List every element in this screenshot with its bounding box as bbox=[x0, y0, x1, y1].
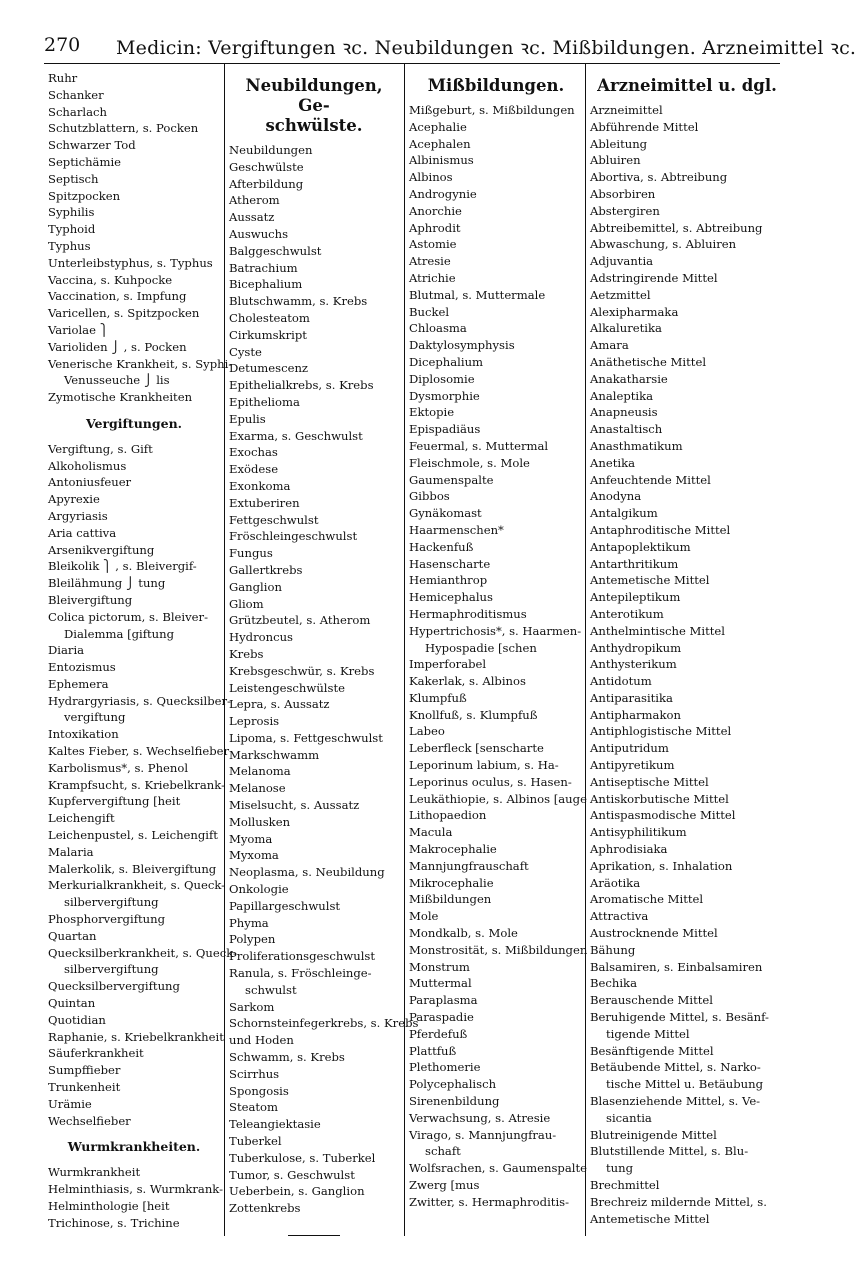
index-entry: Gliom bbox=[229, 596, 264, 611]
index-entry: Leistengeschwülste bbox=[229, 680, 345, 695]
index-entry: silbervergiftung bbox=[64, 895, 159, 910]
index-entry: Amara bbox=[590, 338, 629, 353]
index-entry: tung bbox=[606, 1161, 634, 1176]
index-entry: Zottenkrebs bbox=[229, 1201, 301, 1216]
index-entry: Daktylosymphysis bbox=[409, 338, 515, 353]
index-entry: Antiskorbutische Mittel bbox=[590, 791, 729, 806]
index-entry: Cirkumskript bbox=[229, 327, 307, 342]
index-entry: Klumpfuß bbox=[409, 690, 467, 705]
index-entry: Vergiftung, s. Gift bbox=[48, 441, 153, 456]
index-entry: Scirrhus bbox=[229, 1066, 280, 1081]
index-entry: Septisch bbox=[48, 171, 99, 186]
index-entry: Paraplasma bbox=[409, 993, 478, 1008]
index-entry: Venusseuche ⎭ lis bbox=[64, 373, 170, 388]
index-entry: Epispadiäus bbox=[409, 422, 481, 437]
index-entry: Ranula, s. Fröschleinge- bbox=[229, 966, 372, 981]
index-entry: Antemetische Mittel bbox=[590, 573, 710, 588]
index-entry: Blutmal, s. Muttermale bbox=[409, 287, 546, 302]
index-entry: Virago, s. Mannjungfrau- bbox=[409, 1127, 557, 1142]
index-entry: Buckel bbox=[409, 304, 450, 319]
running-head: Medicin: Vergiftungen ꝛc. Neubildungen ꝛc. Mißbildungen. Arzneimittel ꝛc. bbox=[116, 37, 856, 59]
index-entry: Epithelialkrebs, s. Krebs bbox=[229, 378, 374, 393]
end-rule bbox=[288, 1235, 340, 1236]
index-entry: Austrocknende Mittel bbox=[590, 926, 718, 941]
index-entry: Hackenfuß bbox=[409, 539, 474, 554]
index-entry: Aprikation, s. Inhalation bbox=[590, 858, 733, 873]
index-entry: Aussatz bbox=[229, 210, 275, 225]
index-entry: Exonkoma bbox=[229, 478, 291, 493]
index-entry: Makrocephalie bbox=[409, 842, 497, 857]
index-entry: Macula bbox=[409, 825, 453, 840]
index-entry: Aromatische Mittel bbox=[590, 892, 704, 907]
index-entry: Schwarzer Tod bbox=[48, 138, 136, 153]
index-entry: Absorbiren bbox=[590, 186, 656, 201]
column-divider bbox=[404, 64, 405, 1236]
index-entry: schaft bbox=[425, 1144, 461, 1159]
index-entry: Antemetische Mittel bbox=[590, 1211, 710, 1226]
index-entry: Spongosis bbox=[229, 1083, 289, 1098]
index-entry: Helminthologie [heit bbox=[48, 1198, 170, 1213]
index-entry: Anthysterikum bbox=[590, 657, 677, 672]
column-divider bbox=[224, 64, 225, 1236]
index-entry: Krampfsucht, s. Kriebelkrank- bbox=[48, 777, 225, 792]
index-entry: Extuberiren bbox=[229, 495, 300, 510]
index-entry: Aphrodisiaka bbox=[590, 842, 668, 857]
index-entry: Wurmkrankheit bbox=[48, 1165, 141, 1180]
entry-list bbox=[48, 441, 237, 1130]
entry-list bbox=[409, 102, 588, 1211]
index-entry: Typhoid bbox=[48, 222, 96, 237]
index-entry: Epithelioma bbox=[229, 394, 300, 409]
index-entry: Anodyna bbox=[590, 489, 642, 504]
index-entry: Acephalie bbox=[409, 119, 467, 134]
index-entry: Hemicephalus bbox=[409, 590, 493, 605]
section-heading-worm-diseases: Wurmkrankheiten. bbox=[67, 1139, 201, 1155]
index-entry: Abtreibemittel, s. Abtreibung bbox=[590, 220, 763, 235]
index-entry: Antiseptische Mittel bbox=[590, 774, 709, 789]
index-entry: Antiphlogistische Mittel bbox=[590, 724, 732, 739]
index-entry: Muttermal bbox=[409, 976, 472, 991]
index-entry: Bleikolik ⎫ , s. Bleivergif- bbox=[48, 559, 197, 574]
entry-list bbox=[48, 70, 233, 406]
index-entry: Kupfervergiftung [heit bbox=[48, 794, 181, 809]
index-entry: Abführende Mittel bbox=[590, 119, 699, 134]
index-entry: Bleivergiftung bbox=[48, 592, 133, 607]
index-entry: Anetika bbox=[590, 455, 636, 470]
index-entry: Trichinose, s. Trichine bbox=[48, 1215, 180, 1230]
index-entry: Fleischmole, s. Mole bbox=[409, 455, 530, 470]
index-entry: Berauschende Mittel bbox=[590, 993, 713, 1008]
index-entry: Albinos bbox=[409, 170, 453, 185]
index-entry: Quecksilbervergiftung bbox=[48, 979, 180, 994]
index-entry: Blutreinigende Mittel bbox=[590, 1127, 717, 1142]
index-entry: Atresie bbox=[409, 254, 451, 269]
index-entry: Exödese bbox=[229, 462, 279, 477]
index-entry: Melanose bbox=[229, 781, 286, 796]
index-entry: Anapneusis bbox=[590, 405, 658, 420]
column-malformations bbox=[409, 70, 588, 1211]
index-entry: Abstergiren bbox=[590, 203, 660, 218]
index-entry: Aetzmittel bbox=[590, 287, 651, 302]
index-entry: Imperforabel bbox=[409, 657, 487, 672]
index-entry: Antoniusfeuer bbox=[48, 475, 132, 490]
entry-list bbox=[590, 102, 784, 1227]
index-entry: Schutzblattern, s. Pocken bbox=[48, 121, 199, 136]
index-entry: Aria cattiva bbox=[48, 525, 117, 540]
index-entry: Dicephalium bbox=[409, 354, 484, 369]
index-entry: Kaltes Fieber, s. Wechselfieber bbox=[48, 744, 230, 759]
index-entry: Kakerlak, s. Albinos bbox=[409, 674, 526, 689]
index-entry: Zwerg [mus bbox=[409, 1178, 480, 1192]
index-entry: Ruhr bbox=[48, 71, 78, 85]
index-entry: Antiputridum bbox=[590, 741, 669, 756]
index-entry: Anthelmintische Mittel bbox=[590, 623, 725, 638]
index-entry: Antarthritikum bbox=[590, 556, 679, 571]
index-entry: Ableitung bbox=[590, 136, 648, 151]
index-entry: Androgynie bbox=[409, 186, 477, 201]
index-entry: Pferdefuß bbox=[409, 1026, 468, 1041]
index-entry: Balsamiren, s. Einbalsamiren bbox=[590, 959, 763, 974]
index-entry: Diplosomie bbox=[409, 371, 475, 386]
column-medicines bbox=[590, 70, 784, 1227]
index-entry: Monstrosität, s. Mißbildungen bbox=[409, 942, 588, 957]
index-entry: Variolae ⎫ bbox=[48, 322, 109, 337]
index-entry: Fröschleingeschwulst bbox=[229, 529, 358, 544]
index-entry: Abwaschung, s. Abluiren bbox=[590, 237, 737, 252]
index-entry: Phosphorvergiftung bbox=[48, 912, 165, 927]
index-entry: Anastaltisch bbox=[590, 422, 663, 437]
index-entry: Neubildungen bbox=[229, 143, 313, 157]
index-entry: Steatom bbox=[229, 1100, 279, 1115]
index-entry: Aphrodit bbox=[409, 220, 461, 235]
index-entry: Phyma bbox=[229, 915, 269, 930]
index-entry: silbervergiftung bbox=[64, 962, 159, 977]
index-entry: Dysmorphie bbox=[409, 388, 480, 403]
entry-list bbox=[229, 142, 419, 1217]
page-number: 270 bbox=[44, 34, 81, 56]
index-entry: Venerische Krankheit, s. Syphi- bbox=[48, 356, 233, 371]
index-entry: Anasthmatikum bbox=[590, 438, 683, 453]
index-entry: Anäthetische Mittel bbox=[590, 354, 707, 369]
index-entry: Brechreiz mildernde Mittel, s. bbox=[590, 1194, 767, 1209]
index-entry: Exarma, s. Geschwulst bbox=[229, 428, 363, 443]
index-entry: Anterotikum bbox=[590, 606, 664, 621]
index-entry: Leichenpustel, s. Leichengift bbox=[48, 828, 218, 843]
index-entry: Exochas bbox=[229, 445, 278, 460]
index-entry: Arsenikvergiftung bbox=[48, 542, 155, 557]
index-entry: Urämie bbox=[48, 1096, 92, 1111]
index-entry: Vaccina, s. Kuhpocke bbox=[48, 272, 173, 287]
index-entry: sicantia bbox=[606, 1110, 652, 1125]
index-entry: Schornsteinfegerkrebs, s. Krebs bbox=[229, 1016, 419, 1031]
index-entry: Sumpffieber bbox=[48, 1063, 121, 1078]
index-entry: Atrichie bbox=[409, 270, 456, 285]
index-entry: Merkurialkrankheit, s. Queck- bbox=[48, 878, 226, 893]
index-entry: Plethomerie bbox=[409, 1060, 481, 1075]
index-entry: Quintan bbox=[48, 996, 96, 1011]
index-entry: Myoma bbox=[229, 831, 273, 846]
index-entry: Leichengift bbox=[48, 811, 115, 826]
index-entry: Bechika bbox=[590, 976, 637, 991]
index-entry: Hypertrichosis*, s. Haarmen- bbox=[409, 623, 582, 638]
index-entry: Fettgeschwulst bbox=[229, 512, 319, 527]
index-entry: Polycephalisch bbox=[409, 1077, 497, 1092]
index-entry: tigende Mittel bbox=[606, 1026, 690, 1041]
index-entry: Antalgikum bbox=[590, 506, 658, 521]
index-entry: Antispasmodische Mittel bbox=[590, 808, 736, 823]
column-heading bbox=[229, 76, 399, 136]
index-entry: vergiftung bbox=[64, 710, 126, 725]
index-entry: Arzneimittel bbox=[590, 103, 663, 117]
index-entry: Schwamm, s. Krebs bbox=[229, 1050, 345, 1065]
index-entry: Plattfuß bbox=[409, 1043, 457, 1058]
column-heading: Mißbildungen. bbox=[427, 76, 565, 95]
index-entry: Teleangiektasie bbox=[229, 1117, 321, 1132]
index-entry: Mondkalb, s. Mole bbox=[409, 926, 518, 941]
index-entry: schwulst bbox=[245, 982, 297, 997]
index-entry: Sirenenbildung bbox=[409, 1094, 500, 1109]
index-entry: Leukäthiopie, s. Albinos [auge bbox=[409, 791, 587, 806]
index-entry: Argyriasis bbox=[48, 508, 108, 523]
entry-list bbox=[48, 1164, 224, 1231]
index-entry: Batrachium bbox=[229, 260, 298, 275]
column-diseases bbox=[48, 70, 237, 1231]
index-entry: Ephemera bbox=[48, 676, 109, 691]
index-entry: Abortiva, s. Abtreibung bbox=[590, 170, 728, 185]
index-entry: Tuberkel bbox=[229, 1134, 282, 1149]
index-entry: Paraspadie bbox=[409, 1010, 474, 1025]
index-entry: Lepra, s. Aussatz bbox=[229, 697, 330, 712]
index-entry: Neoplasma, s. Neubildung bbox=[229, 865, 385, 880]
index-entry: Leporinum labium, s. Ha- bbox=[409, 758, 559, 773]
index-entry: Antipharmakon bbox=[590, 707, 681, 722]
index-entry: Myxoma bbox=[229, 848, 279, 863]
index-entry: Bicephalium bbox=[229, 277, 303, 292]
index-entry: Fungus bbox=[229, 546, 273, 561]
index-entry: Alexipharmaka bbox=[590, 304, 679, 319]
index-entry: Blutschwamm, s. Krebs bbox=[229, 294, 368, 309]
index-entry: Afterbildung bbox=[229, 176, 304, 191]
column-neoplasms bbox=[229, 70, 419, 1236]
index-entry: Unterleibstyphus, s. Typhus bbox=[48, 255, 213, 270]
index-entry: Papillargeschwulst bbox=[229, 898, 341, 913]
index-entry: Blutstillende Mittel, s. Blu- bbox=[590, 1144, 749, 1159]
column-divider bbox=[585, 64, 586, 1236]
index-entry: Polypen bbox=[229, 932, 276, 947]
heading-line: schwülste. bbox=[265, 116, 363, 135]
index-entry: Zwitter, s. Hermaphroditis- bbox=[409, 1194, 570, 1209]
index-entry: Monstrum bbox=[409, 959, 470, 974]
index-entry: Quotidian bbox=[48, 1012, 106, 1027]
index-entry: Labeo bbox=[409, 724, 445, 739]
index-entry: Cholesteatom bbox=[229, 310, 310, 325]
index-entry: Anorchie bbox=[409, 203, 462, 218]
index-entry: Anthydropikum bbox=[590, 640, 682, 655]
index-entry: Colica pictorum, s. Bleiver- bbox=[48, 609, 208, 624]
index-entry: Onkologie bbox=[229, 882, 289, 897]
index-entry: Krebs bbox=[229, 646, 264, 661]
index-entry: Verwachsung, s. Atresie bbox=[409, 1110, 551, 1125]
index-entry: Besänftigende Mittel bbox=[590, 1043, 714, 1058]
index-entry: Apyrexie bbox=[48, 492, 100, 507]
index-entry: Hemianthrop bbox=[409, 573, 488, 588]
index-entry: Leberfleck [senscharte bbox=[409, 741, 544, 756]
index-entry: Markschwamm bbox=[229, 747, 320, 762]
index-entry: Anfeuchtende Mittel bbox=[590, 472, 711, 487]
index-entry: Feuermal, s. Muttermal bbox=[409, 438, 549, 453]
index-entry: Antaphroditische Mittel bbox=[590, 522, 731, 537]
index-entry: Bähung bbox=[590, 942, 636, 957]
index-entry: Alkaluretika bbox=[590, 321, 662, 336]
index-entry: Blasenziehende Mittel, s. Ve- bbox=[590, 1094, 761, 1109]
index-entry: Mißbildungen bbox=[409, 892, 492, 907]
index-entry: Antidotum bbox=[590, 674, 652, 689]
index-entry: Antisyphilitikum bbox=[590, 825, 687, 840]
index-entry: Lipoma, s. Fettgeschwulst bbox=[229, 730, 383, 745]
index-entry: Geschwülste bbox=[229, 159, 304, 174]
index-entry: Trunkenheit bbox=[48, 1080, 121, 1095]
index-entry: Detumescenz bbox=[229, 361, 309, 376]
index-entry: Intoxikation bbox=[48, 727, 119, 742]
index-entry: Balggeschwulst bbox=[229, 243, 322, 258]
index-entry: Wolfsrachen, s. Gaumenspalte bbox=[409, 1161, 587, 1176]
index-entry: Bleilähmung ⎭ tung bbox=[48, 576, 166, 591]
index-entry: Malaria bbox=[48, 844, 94, 859]
index-entry: Leporinus oculus, s. Hasen- bbox=[409, 774, 572, 789]
index-entry: Krebsgeschwür, s. Krebs bbox=[229, 663, 375, 678]
index-entry: Typhus bbox=[48, 238, 91, 253]
index-entry: Entozismus bbox=[48, 660, 116, 675]
index-entry: Säuferkrankheit bbox=[48, 1046, 144, 1061]
index-entry: Dialemma [giftung bbox=[64, 626, 175, 641]
index-entry: Varioliden ⎭ , s. Pocken bbox=[48, 339, 187, 354]
index-entry: Acephalen bbox=[409, 136, 471, 151]
index-entry: Miselsucht, s. Aussatz bbox=[229, 798, 360, 813]
index-entry: Gaumenspalte bbox=[409, 472, 494, 487]
index-entry: Chloasma bbox=[409, 321, 467, 336]
index-entry: Mole bbox=[409, 909, 439, 924]
index-entry: Auswuchs bbox=[229, 226, 289, 241]
index-entry: Gallertkrebs bbox=[229, 562, 303, 577]
index-entry: Syphilis bbox=[48, 205, 95, 220]
index-entry: Mikrocephalie bbox=[409, 875, 494, 890]
column-heading: Arzneimittel u. dgl. bbox=[597, 76, 777, 95]
index-entry: Beruhigende Mittel, s. Besänf- bbox=[590, 1010, 769, 1025]
index-entry: Aräotika bbox=[590, 875, 641, 890]
index-entry: tische Mittel u. Betäubung bbox=[606, 1077, 764, 1092]
index-entry: Adjuvantia bbox=[590, 254, 654, 269]
index-entry: Quecksilberkrankheit, s. Queck- bbox=[48, 945, 237, 960]
index-entry: Septichämie bbox=[48, 154, 122, 169]
index-entry: Gynäkomast bbox=[409, 506, 482, 521]
index-entry: Abluiren bbox=[590, 153, 641, 168]
index-entry: Grützbeutel, s. Atherom bbox=[229, 613, 371, 628]
index-entry: Lithopaedion bbox=[409, 808, 487, 823]
index-entry: Mollusken bbox=[229, 814, 291, 829]
index-entry: Ganglion bbox=[229, 579, 282, 594]
index-entry: und Hoden bbox=[229, 1033, 294, 1048]
index-entry: Hydrargyriasis, s. Quecksilber- bbox=[48, 693, 231, 708]
index-entry: Diaria bbox=[48, 643, 85, 658]
index-entry: Malerkolik, s. Bleivergiftung bbox=[48, 861, 217, 876]
index-entry: Varicellen, s. Spitzpocken bbox=[48, 306, 200, 321]
index-entry: Schanker bbox=[48, 87, 104, 102]
index-entry: Tuberkulose, s. Tuberkel bbox=[229, 1150, 376, 1165]
index-entry: Zymotische Krankheiten bbox=[48, 390, 193, 405]
index-entry: Antepileptikum bbox=[590, 590, 681, 605]
index-entry: Spitzpocken bbox=[48, 188, 121, 203]
index-entry: Brechmittel bbox=[590, 1178, 660, 1192]
index-entry: Antiparasitika bbox=[590, 690, 673, 705]
index-entry: Hasenscharte bbox=[409, 556, 491, 571]
index-entry: Betäubende Mittel, s. Narko- bbox=[590, 1060, 761, 1075]
page-header bbox=[40, 34, 856, 64]
index-entry: Astomie bbox=[409, 237, 457, 252]
index-entry: Antapoplektikum bbox=[590, 539, 691, 554]
index-entry: Ektopie bbox=[409, 405, 455, 420]
heading-line: Neubildungen, Ge- bbox=[245, 76, 383, 115]
index-entry: Gibbos bbox=[409, 489, 450, 504]
index-entry: Scharlach bbox=[48, 104, 107, 119]
index-entry: Hermaphroditismus bbox=[409, 606, 527, 621]
index-entry: Epulis bbox=[229, 411, 266, 426]
index-entry: Knollfuß, s. Klumpfuß bbox=[409, 707, 538, 722]
index-entry: Vaccination, s. Impfung bbox=[48, 289, 187, 304]
index-entry: Proliferationsgeschwulst bbox=[229, 949, 376, 964]
index-entry: Hypospadie [schen bbox=[425, 640, 537, 655]
index-entry: Sarkom bbox=[229, 999, 275, 1014]
index-entry: Antipyretikum bbox=[590, 758, 675, 773]
index-entry: Alkoholismus bbox=[48, 458, 127, 473]
index-entry: Ueberbein, s. Ganglion bbox=[229, 1184, 365, 1199]
index-entry: Mannjungfrauschaft bbox=[409, 858, 529, 873]
index-entry: Attractiva bbox=[590, 909, 649, 924]
index-entry: Wechselfieber bbox=[48, 1113, 131, 1128]
index-entry: Adstringirende Mittel bbox=[590, 270, 718, 285]
index-entry: Haarmenschen* bbox=[409, 522, 504, 537]
index-entry: Hydroncus bbox=[229, 630, 293, 645]
index-entry: Anakatharsie bbox=[590, 371, 668, 386]
index-entry: Quartan bbox=[48, 928, 97, 943]
index-entry: Mißgeburt, s. Mißbildungen bbox=[409, 103, 575, 117]
index-entry: Karbolismus*, s. Phenol bbox=[48, 760, 189, 775]
index-entry: Atherom bbox=[229, 193, 280, 208]
index-entry: Albinismus bbox=[409, 153, 474, 168]
index-entry: Cyste bbox=[229, 344, 262, 359]
index-entry: Tumor, s. Geschwulst bbox=[229, 1167, 355, 1182]
index-entry: Analeptika bbox=[590, 388, 654, 403]
header-rule bbox=[44, 63, 780, 64]
index-entry: Helminthiasis, s. Wurmkrank- bbox=[48, 1182, 224, 1196]
section-heading-poisonings: Vergiftungen. bbox=[85, 415, 183, 431]
index-entry: Leprosis bbox=[229, 714, 280, 729]
index-entry: Melanoma bbox=[229, 764, 291, 779]
index-entry: Raphanie, s. Kriebelkrankheit bbox=[48, 1029, 224, 1044]
